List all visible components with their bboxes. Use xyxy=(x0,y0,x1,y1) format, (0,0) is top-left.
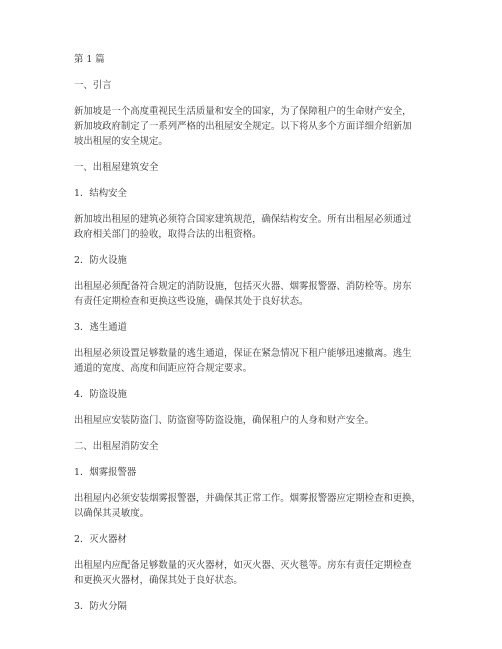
s2-item-3-title: 3．防火分隔 xyxy=(74,601,127,612)
s2-item-2-line-1: 出租屋内应配备足够数量的灭火器材，如灭火器、灭火毯等。房东有责任定期检查 xyxy=(74,560,412,571)
part-label: 第 1 篇 xyxy=(74,54,105,65)
s1-item-1-line-1: 新加坡出租屋的建筑必须符合国家建筑规范，确保结构安全。所有出租屋必须通过 xyxy=(74,214,412,225)
s1-item-2-title: 2．防火设施 xyxy=(74,255,127,266)
s2-item-1-line-2: 以确保其灵敏度。 xyxy=(74,508,150,519)
s1-item-2-line-1: 出租屋必须配备符合规定的消防设施，包括灭火器、烟雾报警器、消防栓等。房东 xyxy=(74,281,412,292)
section-1-heading: 一、出租屋建筑安全 xyxy=(74,162,159,173)
s1-item-3-line-1: 出租屋必须设置足够数量的逃生通道，保证在紧急情况下租户能够迅速撤离。逃生 xyxy=(74,348,412,359)
intro-line-1: 新加坡是一个高度重视民生活质量和安全的国家，为了保障租户的生命财产安全， xyxy=(74,106,412,117)
intro-heading: 一、引言 xyxy=(74,80,112,91)
s1-item-4-line-1: 出租屋应安装防盗门、防盗窗等防盗设施，确保租户的人身和财产安全。 xyxy=(74,415,375,426)
s1-item-2-line-2: 有责任定期检查和更换这些设施，确保其处于良好状态。 xyxy=(74,296,309,307)
s1-item-3-title: 3．逃生通道 xyxy=(74,322,127,333)
s2-item-1-line-1: 出租屋内必须安装烟雾报警器，并确保其正常工作。烟雾报警器应定期检查和更换， xyxy=(74,493,421,504)
s1-item-3-line-2: 通道的宽度、高度和间距应符合规定要求。 xyxy=(74,363,253,374)
intro-line-3: 坡出租屋的安全规定。 xyxy=(74,136,168,147)
s2-item-2-title: 2．灭火器材 xyxy=(74,534,127,545)
section-2-heading: 二、出租屋消防安全 xyxy=(74,441,159,452)
s2-item-2-line-2: 和更换灭火器材，确保其处于良好状态。 xyxy=(74,575,243,586)
s1-item-1-title: 1．结构安全 xyxy=(74,188,127,199)
intro-line-2: 新加坡政府制定了一系列严格的出租屋安全规定。以下将从多个方面详细介绍新加 xyxy=(74,121,412,132)
s1-item-1-line-2: 政府相关部门的验收，取得合法的出租资格。 xyxy=(74,229,262,240)
s2-item-1-title: 1．烟雾报警器 xyxy=(74,467,137,478)
s1-item-4-title: 4．防盗设施 xyxy=(74,389,127,400)
